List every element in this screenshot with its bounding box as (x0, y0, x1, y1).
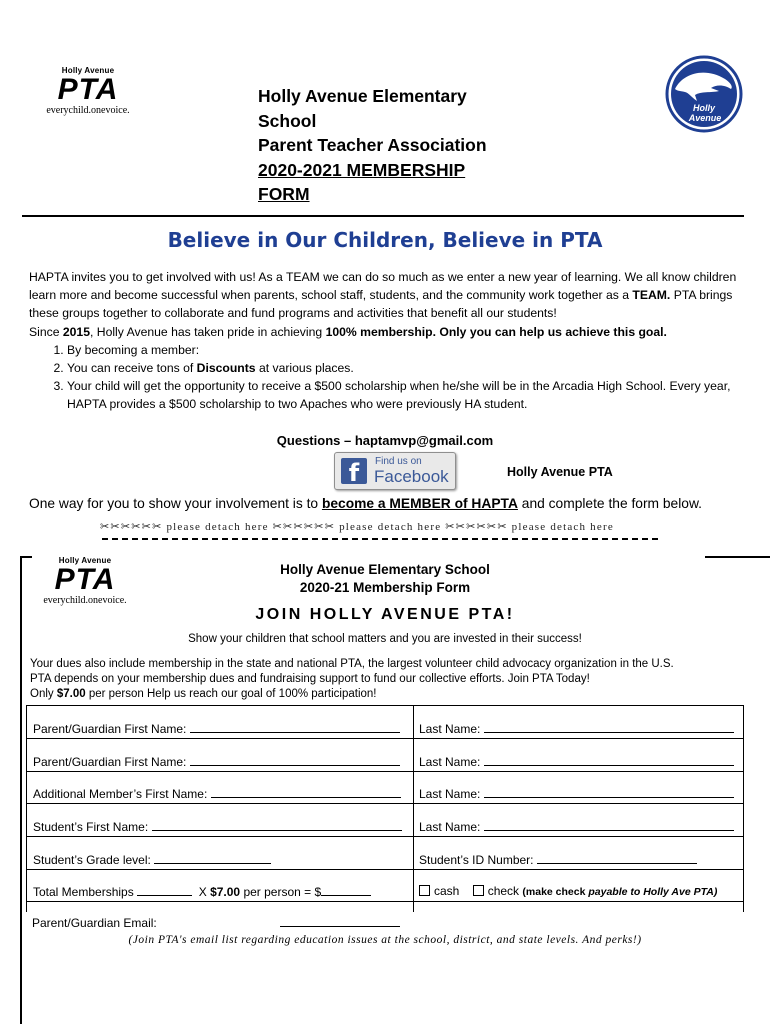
list-bold: Discounts (196, 361, 256, 376)
last-name-field[interactable] (419, 786, 734, 801)
total-memberships-field[interactable] (33, 884, 371, 899)
check-note (522, 886, 717, 898)
field-label: Parent/Guardian First Name: (33, 755, 187, 769)
form-title-line2: 2020-21 Membership Form (299, 580, 471, 595)
times-label: X (198, 885, 211, 899)
since-year: 2015 (62, 324, 90, 339)
field-label: Student’s Grade level: (33, 853, 151, 867)
dues-only: Only (30, 688, 57, 701)
form-title (220, 561, 550, 597)
blank-line (152, 819, 402, 831)
list-item (67, 377, 741, 413)
field-label: Last Name: (419, 722, 481, 736)
facebook-find-text: Find us on (375, 456, 422, 467)
list-item (67, 359, 741, 377)
form-frame-top-right (705, 556, 770, 558)
email-note: (Join PTA's email list regarding education issues at the school, district, and state levels. And perks!) (128, 934, 642, 946)
field-label: Total Memberships (33, 885, 134, 899)
additional-member-field[interactable] (33, 786, 401, 801)
grid-row-line (27, 901, 743, 902)
since-text: Since (29, 324, 63, 339)
school-logo (665, 55, 743, 133)
dues-price: $7.00 (56, 688, 86, 701)
last-name-field[interactable] (419, 819, 734, 834)
blank-line (211, 786, 401, 798)
list-text: By becoming a member: (67, 342, 200, 357)
oneway-c: and complete the form below. (517, 496, 702, 511)
since-text-b: , Holly Avenue has taken pride in achieving (90, 324, 326, 339)
field-label: Student’s ID Number: (419, 853, 534, 867)
list-text: Your child will get the opportunity to receive a $500 scholarship when he/she will be in the Arcadia High School. Every year, HAPTA provides a $500 scholarship to two Apaches who were previously HA student. (67, 379, 731, 412)
student-id-field[interactable] (419, 852, 697, 867)
logo-pta: PTA (54, 563, 116, 596)
join-heading: JOIN HOLLY AVENUE PTA! (255, 606, 515, 623)
logo-pta: PTA (57, 73, 119, 106)
oneway-text (29, 496, 702, 511)
check-note-a: (make check (522, 886, 589, 898)
logo-tagline: everychild.onevoice. (43, 595, 127, 606)
school-logo-holly: Holly (692, 103, 716, 113)
form-title-line1: Holly Avenue Elementary School (280, 562, 490, 577)
field-label: Additional Member’s First Name: (33, 787, 208, 801)
facebook-button[interactable] (334, 452, 456, 490)
parent1-first-name-field[interactable] (33, 721, 400, 736)
dues-line: Your dues also include membership in the state and national PTA, the largest volunteer child advocacy organization in the U.S. (30, 658, 674, 670)
payment-method (419, 884, 717, 898)
school-logo-avenue: Avenue (688, 113, 722, 123)
pta-logo (28, 66, 148, 116)
membership-form-grid (26, 705, 744, 912)
intro-text-b: PTA brings these groups together to collaborate and fund programs and activities that benefit all our students! (29, 288, 733, 321)
student-first-name-field[interactable] (33, 819, 402, 834)
benefits-list (29, 341, 741, 414)
holly-avenue-pta-label: Holly Avenue PTA (507, 465, 613, 479)
intro-text (29, 268, 741, 414)
field-label: Last Name: (419, 787, 481, 801)
grid-row-line (27, 771, 743, 772)
grid-row-line (27, 803, 743, 804)
grade-level-field[interactable] (33, 852, 271, 867)
blank-line (154, 852, 271, 864)
facebook-icon: f (341, 458, 367, 484)
list-text: You can receive tons of (67, 361, 197, 376)
form-pta-logo (25, 556, 145, 606)
dues-text (30, 657, 742, 703)
blank-line (321, 884, 371, 896)
page-title (258, 84, 487, 207)
title-line-underlined: 2020-2021 MEMBERSHIP (258, 159, 466, 180)
field-label: Last Name: (419, 820, 481, 834)
logo-tagline: everychild.onevoice. (46, 105, 130, 116)
check-note-b: payable to Holly Ave PTA) (588, 886, 718, 898)
show-text: Show your children that school matters and you are invested in their success! (188, 633, 582, 645)
detach-line-text: ✂✂✂✂✂✂ please detach here ✂✂✂✂✂✂ please detach here ✂✂✂✂✂✂ please detach here (100, 521, 614, 533)
parent2-first-name-field[interactable] (33, 754, 400, 769)
blank-line (484, 819, 734, 831)
email-field[interactable] (32, 915, 400, 930)
intro-paragraph (29, 268, 741, 323)
blank-line (137, 884, 192, 896)
facebook-name: Facebook (374, 467, 449, 486)
oneway-a: One way for you to show your involvement is to (29, 496, 322, 511)
field-label: Parent/Guardian First Name: (33, 722, 187, 736)
cash-label: cash (434, 884, 460, 898)
blank-line (484, 786, 734, 798)
grid-row-line (27, 738, 743, 739)
logo-holly-avenue: Holly Avenue (61, 66, 115, 75)
title-line-underlined: FORM (258, 184, 310, 204)
questions-email: Questions – haptamvp@gmail.com (276, 433, 494, 448)
blank-line (484, 754, 734, 766)
last-name-field[interactable] (419, 721, 734, 736)
list-item (67, 341, 741, 359)
price-label: $7.00 (210, 885, 241, 899)
dues-line (30, 687, 742, 702)
grid-row-line (27, 836, 743, 837)
logo-holly-avenue: Holly Avenue (58, 556, 112, 565)
title-line: School (258, 110, 317, 131)
intro-text-a: HAPTA invites you to get involved with us! As a TEAM we can do so much as we enter a new year of learning. We all know children learn more and become successful when parents, school staff, students, and the community work together as a (29, 270, 737, 303)
form-frame-left (20, 556, 22, 1024)
blank-line (280, 915, 400, 927)
field-label: Parent/Guardian Email: (32, 916, 157, 930)
believe-heading: Believe in Our Children, Believe in PTA (167, 228, 603, 252)
detach-dashed-line (102, 538, 658, 540)
title-line: Parent Teacher Association (258, 135, 487, 155)
field-label: Last Name: (419, 755, 481, 769)
membership-goal: 100% membership. Only you can help us achieve this goal. (325, 324, 667, 339)
grid-column-divider (413, 706, 414, 912)
blank-line (537, 852, 697, 864)
cash-checkbox[interactable] (419, 885, 430, 896)
dues-line: PTA depends on your membership dues and fundraising support to fund our collective efforts. Join PTA Today! (30, 673, 590, 686)
check-label: check (487, 884, 520, 898)
intro-paragraph-2 (29, 323, 741, 341)
intro-team: TEAM. (632, 288, 671, 303)
title-line: Holly Avenue Elementary (258, 86, 467, 106)
divider (22, 215, 744, 217)
dues-goal: per person Help us reach our goal of 100% participation! (85, 688, 377, 701)
per-person-label: per person = $ (240, 885, 322, 899)
check-checkbox[interactable] (473, 885, 484, 896)
grid-row-line (27, 869, 743, 870)
field-label: Student’s First Name: (33, 820, 149, 834)
blank-line (190, 721, 400, 733)
list-text-b: at various places. (255, 361, 354, 376)
blank-line (190, 754, 400, 766)
last-name-field[interactable] (419, 754, 734, 769)
become-member: become a MEMBER of HAPTA (321, 496, 518, 511)
blank-line (484, 721, 734, 733)
